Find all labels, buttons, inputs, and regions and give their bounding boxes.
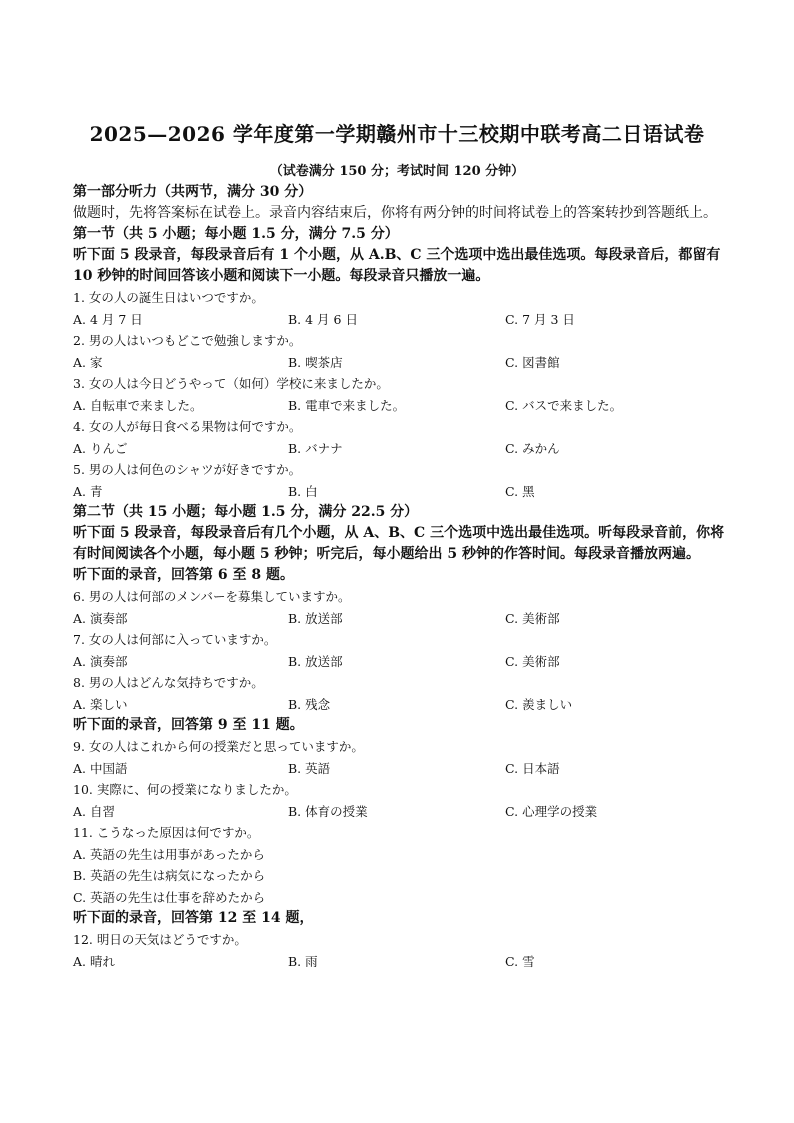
option-b: B. 放送部	[288, 610, 343, 626]
option-b: B. 4 月 6 日	[288, 311, 358, 327]
question-1: 1. 女の人の誕生日はいつですか。	[73, 290, 264, 305]
options-1	[73, 309, 733, 331]
question-7: 7. 女の人は何部に入っていますか。	[73, 632, 277, 647]
question-3: 3. 女の人は今日どうやって（如何）学校に来ましたか。	[73, 376, 389, 391]
option-c: C. 7 月 3 日	[505, 311, 575, 327]
option-a: A. 演奏部	[73, 653, 128, 669]
question-10: 10. 実際に、何の授業になりましたか。	[73, 782, 297, 797]
section1-instruction: 听下面 5 段录音，每段录音后有 1 个小题，从 A.B、C 三个选项中选出最佳选项。每段录音后，都留有 10 秒钟的时间回答该小题和阅读下一小题。每段录音只播放一遍。	[73, 247, 721, 284]
exam-title: 2025—2026 学年度第一学期赣州市十三校期中联考高二日语试卷	[89, 122, 705, 146]
exam-subtitle: （试卷满分 150 分；考试时间 120 分钟）	[269, 164, 525, 179]
option-c: C. 雪	[505, 953, 535, 969]
section1-heading: 第一节（共 5 小题；每小题 1.5 分，满分 7.5 分）	[73, 226, 399, 242]
option-a: A. りんご	[73, 440, 128, 456]
options-12	[73, 951, 733, 973]
question-2: 2. 男の人はいつもどこで勉強しますか。	[73, 333, 302, 348]
option-a: A. 自転車で来ました。	[73, 397, 203, 413]
options-10	[73, 801, 733, 823]
option-c: C. 美術部	[505, 610, 560, 626]
listening-prompt-12-14: 听下面的录音，回答第 12 至 14 题，	[73, 910, 314, 926]
options-7	[73, 651, 733, 673]
question-6: 6. 男の人は何部のメンバーを募集していますか。	[73, 589, 351, 604]
options-6	[73, 608, 733, 630]
option-b: B. 英語	[288, 760, 331, 776]
section2-heading: 第二节（共 15 小题；每小题 1.5 分，满分 22.5 分）	[73, 504, 419, 520]
option-a: A. 晴れ	[73, 953, 115, 969]
option-c: C. 美術部	[505, 653, 560, 669]
options-5	[73, 481, 733, 503]
exam-content	[73, 182, 733, 972]
part1-instruction: 做题时，先将答案标在试卷上。录音内容结束后，你将有两分钟的时间将试卷上的答案转抄到答题纸上。	[73, 205, 717, 221]
question-12: 12. 明日の天気はどうですか。	[73, 932, 247, 947]
part1-heading: 第一部分听力（共两节，满分 30 分）	[73, 184, 313, 200]
listening-prompt-6-8: 听下面的录音，回答第 6 至 8 题。	[73, 567, 294, 583]
section2-instruction: 听下面 5 段录音，每段录音后有几个小题，从 A、B、C 三个选项中选出最佳选项。听每段录音前，你将有时间阅读各个小题，每小题 5 秒钟；听完后，每小题给出 5 秒钟的作答时间。每段录音播放两遍。	[73, 525, 725, 562]
option-c: C. みかん	[505, 440, 560, 456]
option-a: A. 青	[73, 483, 103, 499]
question-5: 5. 男の人は何色のシャツが好きですか。	[73, 462, 302, 477]
option-c: C. 英語の先生は仕事を辞めたから	[73, 889, 266, 905]
options-8	[73, 694, 733, 716]
option-c: C. 図書館	[505, 354, 560, 370]
question-4: 4. 女の人が毎日食べる果物は何ですか。	[73, 419, 302, 434]
option-a: A. 演奏部	[73, 610, 128, 626]
option-c: C. 日本語	[505, 760, 560, 776]
options-2	[73, 352, 733, 374]
option-a: A. 自習	[73, 803, 115, 819]
options-3	[73, 395, 733, 417]
option-b: B. 英語の先生は病気になったから	[73, 868, 266, 883]
option-a: A. 英語の先生は用事があったから	[73, 846, 265, 862]
listening-prompt-9-11: 听下面的录音，回答第 9 至 11 题。	[73, 717, 304, 733]
option-a: A. 中国語	[73, 760, 128, 776]
options-9	[73, 758, 733, 780]
option-c: C. 心理学の授業	[505, 803, 598, 819]
option-b: B. バナナ	[288, 440, 343, 456]
question-9: 9. 女の人はこれから何の授業だと思っていますか。	[73, 739, 364, 754]
option-b: B. 放送部	[288, 653, 343, 669]
question-8: 8. 男の人はどんな気持ちですか。	[73, 675, 264, 690]
option-c: C. バスで来ました。	[505, 397, 623, 413]
option-a: A. 楽しい	[73, 696, 128, 712]
option-c: C. 黑	[505, 483, 535, 499]
option-b: B. 電車で来ました。	[288, 397, 406, 413]
option-c: C. 羨ましい	[505, 696, 573, 712]
option-b: B. 白	[288, 483, 318, 499]
option-b: B. 体育の授業	[288, 803, 368, 819]
options-4	[73, 438, 733, 460]
option-a: A. 家	[73, 354, 103, 370]
option-b: B. 雨	[288, 953, 318, 969]
option-b: B. 残念	[288, 696, 331, 712]
question-11: 11. こうなった原因は何ですか。	[73, 825, 260, 840]
option-a: A. 4 月 7 日	[73, 311, 143, 327]
option-b: B. 喫茶店	[288, 354, 343, 370]
